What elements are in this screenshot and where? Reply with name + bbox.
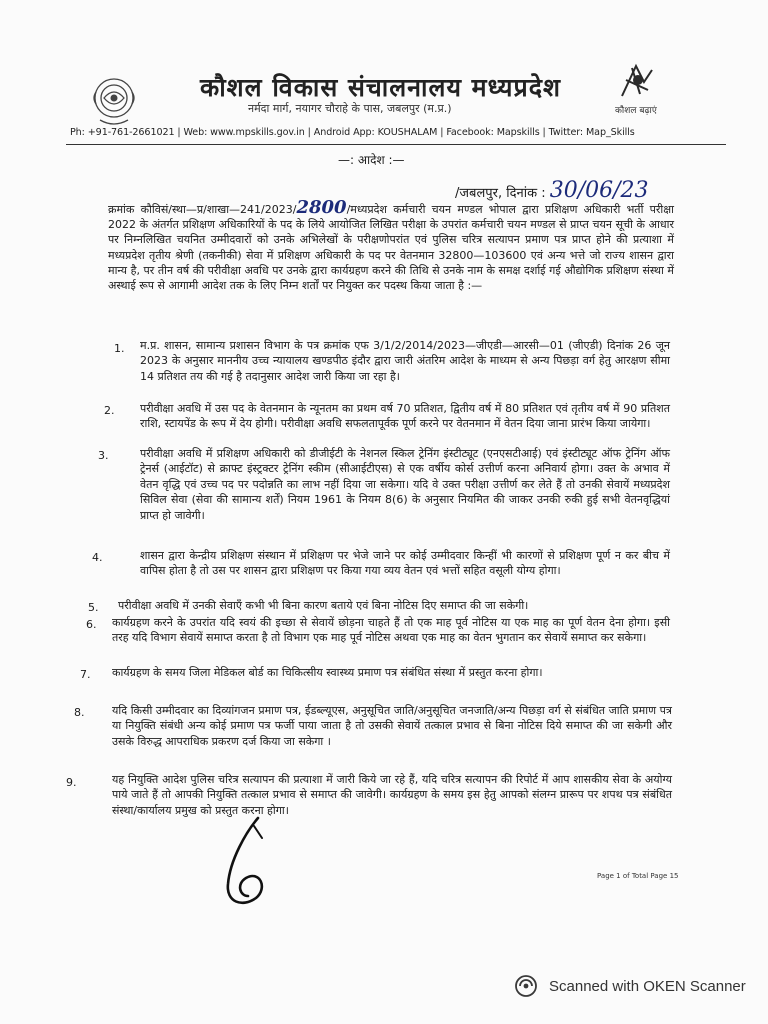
intro-text: /मध्यप्रदेश कर्मचारी चयन मण्डल भोपाल द्वारा प्रशिक्षण अधिकारी भर्ती परीक्षा 2022 के अंतर्गत प्रशिक्षण अधिकारियों के पद के लिये आयोजित लिखित परीक्षा के उपरांत कर्मचारी चयन मण्डल से प्राप्त चयन सूची के आधार पर निम्नलिखित चयनित उम्मीदवारों को उनके अभिलेखों के परीक्षणोपरांत एवं पुलिस चरित्र सत्यापन प्रमाण पत्र प्राप्त होने की प्रत्याशा में मध्यप्रदेश तृतीय श्रेणी (तकनीकी) सेवा में प्रशिक्षण अधिकारी के पद पर वेतनमान 32800—103600 एवं अन्य भत्ते जो राज्य शासन द्वारा मान्य है, पर तीन वर्ष की परीवीक्षा अवधि पर उनके द्वारा कार्यग्रहण करने की तिथि से उनके नाम के समक्ष दर्शाई गई औद्योगिक प्रशिक्षण संस्था में अस्थाई रूप से आगामी आदेश तक के लिए निम्न शर्तों पर नियुक्त कर पदस्थ किया जाता है :—	[108, 203, 675, 293]
reference-prefix: क्रमांक कौविसं/स्था—प्र/शाखा—241/2023/	[108, 203, 297, 216]
contact-line: Ph: +91-761-2661021 | Web: www.mpskills.gov.in | Android App: KOUSHALAM | Facebook: Mapskills | Twitter: Map_Skills	[70, 127, 635, 138]
mp-emblem-icon	[90, 72, 138, 130]
item-number: 7.	[80, 668, 91, 681]
handwritten-date: 30/06/23	[549, 178, 649, 203]
condition-item: यदि किसी उम्मीदवार का दिव्यांगजन प्रमाण पत्र, ईडब्ल्यूएस, अनुसूचित जाति/अनुसूचित जनजाति/अन्य पिछड़ा वर्ग से संबंधित जाति प्रमाण पत्र या नियुक्ति संबंधी अन्य कोई प्रमाण पत्र फर्जी पाया जाता है तो उसकी सेवायें तत्काल प्रभाव से बिना नोटिस दिये समाप्त की जा सकेगी और उसके विरुद्ध आपराधिक प्रकरण दर्ज किया जा सकेगा ।	[112, 704, 672, 748]
condition-item: परीवीक्षा अवधि में प्रशिक्षण अधिकारी को डीजीईटी के नेशनल स्किल ट्रेनिंग इंस्टीट्यूट (एनएसटीआई) एवं इंस्टीट्यूट ऑफ ट्रेनिंग ऑफ ट्रेनर्स (आईटॉट) से क्राफ्ट इंस्ट्रक्टर ट्रेनिंग स्कीम (सीआईटीएस) से एक वर्षीय कोर्स उत्तीर्ण करना अनिवार्य होगा। उक्त के अभाव में वेतन वृद्धि एवं उच्च पद पर पदोन्नति का लाभ नहीं दिया जा सकेगा। यदि वे उक्त परीक्षा उत्तीर्ण कर लेते हैं तो उनकी सेवायें मध्यप्रदेश सिविल सेवा (सेवा की सामान्य शर्तें) नियम 1961 के नियम 8(6) के अनुसार नियमित की जाकर उनकी रुकी हुई सभी वेतनवृद्धियां प्राप्त हो जावेगी।	[140, 447, 670, 522]
condition-item: कार्यग्रहण के समय जिला मेडिकल बोर्ड का चिकित्सीय स्वास्थ्य प्रमाण पत्र संबंधित संस्था में प्रस्तुत करना होगा।	[112, 666, 543, 679]
condition-item: परीवीक्षा अवधि में उस पद के वेतनमान के न्यूनतम का प्रथम वर्ष 70 प्रतिशत, द्वितीय वर्ष में 80 प्रतिशत एवं तृतीय वर्ष में 90 प्रतिशत राशि, स्टायपेंड के रूप में देय होगी। परीवीक्षा अवधि सफलतापूर्वक पूर्ण करने पर वेतनमान में वेतन दिया जाना प्रारंभ किया जायेगा।	[140, 402, 670, 431]
page-number-label: Page 1 of Total Page 15	[597, 872, 679, 880]
condition-item: यह नियुक्ति आदेश पुलिस चरित्र सत्यापन की प्रत्याशा में जारी किये जा रहे हैं, यदि चरित्र सत्यापन की रिपोर्ट में आप शासकीय सेवा के अयोग्य पाये जाते हैं तो आपकी नियुक्ति तत्काल प्रभाव से समाप्त की जावेगी। कार्यग्रहण के समय इस हेतु आपको संलग्न प्रारूप पर शपथ पत्र संबंधित संस्था/कार्यालय प्रमुख को प्रस्तुत करना होगा।	[112, 773, 672, 817]
item-number: 4.	[92, 551, 103, 564]
oken-scanner-logo-icon	[513, 973, 539, 999]
scanner-watermark	[513, 973, 746, 999]
item-number: 8.	[74, 706, 85, 719]
skill-logo-caption: कौशल बढ़ाएं	[615, 106, 657, 116]
office-title: कौशल विकास संचालनालय मध्यप्रदेश	[200, 73, 562, 102]
item-number: 9.	[66, 776, 77, 789]
item-number: 6.	[86, 618, 97, 631]
header-rule	[66, 144, 726, 145]
condition-item: कार्यग्रहण करने के उपरांत यदि स्वयं की इच्छा से सेवायें छोड़ना चाहते हैं तो एक माह पूर्व नोटिस या एक माह का पूर्ण वेतन देना होगा। इसी तरह यदि विभाग सेवायें समाप्त करता है तो विभाग एक माह पूर्व नोटिस अथवा एक माह का वेतन भुगतान कर सेवायें समाप्त कर सकेगा।	[112, 616, 670, 645]
condition-item: शासन द्वारा केन्द्रीय प्रशिक्षण संस्थान में प्रशिक्षण पर भेजे जाने पर कोई उम्मीदवार किन्हीं भी कारणों से प्रशिक्षण पूर्ण न कर बीच में वापिस होता है तो उस पर शासन द्वारा प्रशिक्षण पर किया गया व्यय वेतन एवं भत्तों सहित वसूली योग्य होगा।	[140, 549, 670, 578]
item-number: 3.	[98, 449, 109, 462]
skill-logo-icon	[614, 60, 660, 102]
item-number: 2.	[104, 404, 115, 417]
order-heading: —: आदेश :—	[338, 153, 405, 167]
signature-icon	[218, 812, 288, 912]
date-prefix: /जबलपुर, दिनांक :	[455, 186, 546, 201]
handwritten-reference-number: 2800	[296, 197, 347, 218]
condition-item: म.प्र. शासन, सामान्य प्रशासन विभाग के पत्र क्रमांक एफ 3/1/2/2014/2023—जीएडी—आरसी—01 (जीएडी) दिनांक 26 जून 2023 के अनुसार माननीय उच्च न्यायालय खण्डपीठ इंदौर द्वारा जारी अंतरिम आदेश के माध्यम से अन्य पिछड़ा वर्ग हेतु आरक्षण सीमा 14 प्रतिशत तय की गई है तदानुसार आदेश जारी किया जा रहा है।	[140, 339, 670, 383]
item-number: 5.	[88, 601, 99, 614]
office-address: नर्मदा मार्ग, नयागर चौराहे के पास, जबलपुर (म.प्र.)	[248, 102, 452, 115]
item-number: 1.	[114, 342, 125, 355]
order-intro	[108, 197, 675, 293]
condition-item: परीवीक्षा अवधि में उनकी सेवाएँ कभी भी बिना कारण बताये एवं बिना नोटिस दिए समाप्त की जा सकेगी।	[118, 599, 529, 612]
scanner-label: Scanned with OKEN Scanner	[549, 977, 746, 995]
